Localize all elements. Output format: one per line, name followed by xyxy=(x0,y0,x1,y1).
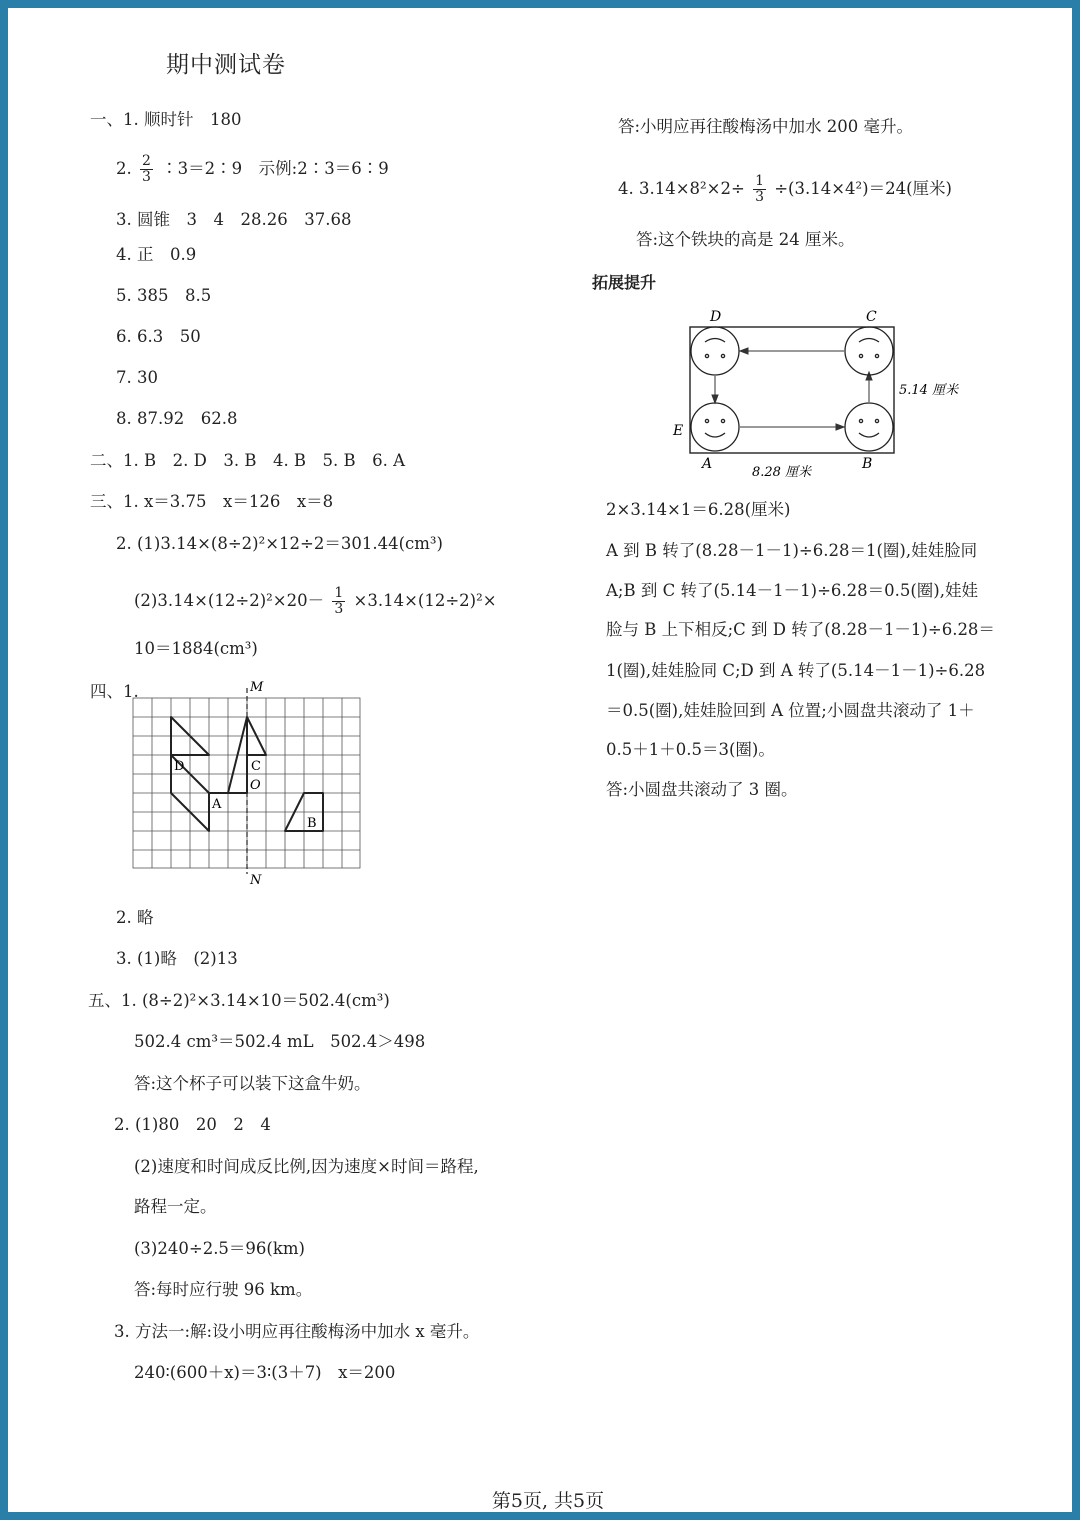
sec5-q2a: 2. (1)80 20 2 4 xyxy=(114,1115,271,1134)
right-r9: ＝0.5(圈),娃娃脸回到 A 位置;小圆盘共滚动了 1＋ xyxy=(606,701,975,720)
sec4-q3: 3. (1)略 (2)13 xyxy=(116,949,238,968)
rolling-disc-diagram xyxy=(668,304,978,484)
sec3-q2b-frac-denominator: 3 xyxy=(334,601,344,617)
sec1-q3: 3. 圆锥 3 4 28.26 37.68 xyxy=(116,210,352,229)
sec1-q2-frac-denominator: 3 xyxy=(142,169,151,185)
right-r1: 答:小明应再往酸梅汤中加水 200 毫升。 xyxy=(618,117,914,136)
right-r6: A;B 到 C 转了(5.14－1－1)÷6.28＝0.5(圈),娃娃 xyxy=(606,581,978,600)
right-r8: 1(圈),娃娃脸同 C;D 到 A 转了(5.14－1－1)÷6.28 xyxy=(606,661,986,680)
page-footer: 第5页, 共5页 xyxy=(491,1490,605,1512)
sec3-q2b xyxy=(134,586,497,617)
label-b: B xyxy=(307,816,317,831)
sec3-q2b-frac-numerator: 1 xyxy=(334,585,344,601)
sec2-answers: 二、1. B 2. D 3. B 4. B 5. B 6. A xyxy=(90,451,406,470)
disc-b xyxy=(845,403,893,451)
diagram-label-c: C xyxy=(866,309,877,325)
sec5-q2b: (2)速度和时间成反比例,因为速度×时间＝路程, xyxy=(134,1157,479,1176)
sec5-q1a: 五、1. (8÷2)²×3.14×10＝502.4(cm³) xyxy=(88,991,390,1010)
sec1-q4: 4. 正 0.9 xyxy=(116,245,197,264)
sec3-q2a: 2. (1)3.14×(8÷2)²×12÷2＝301.44(cm³) xyxy=(116,534,443,553)
right-r3: 答:这个铁块的高是 24 厘米。 xyxy=(636,230,855,249)
page-title: 期中测试卷 xyxy=(166,52,286,78)
label-d: D xyxy=(174,759,185,774)
sec5-q2d: (3)240÷2.5＝96(km) xyxy=(134,1239,305,1258)
right-r4: 2×3.14×1＝6.28(厘米) xyxy=(606,500,791,519)
label-n: N xyxy=(250,873,262,888)
diagram-label-e: E xyxy=(673,423,684,439)
right-r2-frac-denominator: 3 xyxy=(755,189,764,205)
right-r11: 答:小圆盘共滚动了 3 圈。 xyxy=(606,780,798,799)
disc-path-arrows xyxy=(712,348,872,430)
right-r2-fraction xyxy=(753,174,766,205)
sec1-q2 xyxy=(116,154,389,185)
diagram-label-d: D xyxy=(710,309,722,325)
extension-heading: 拓展提升 xyxy=(592,273,657,292)
sec1-q2-frac-numerator: 2 xyxy=(142,153,151,169)
sec4-q2: 2. 略 xyxy=(116,908,154,927)
sec3-q2b-fraction xyxy=(332,586,345,617)
sec3-q2c: 10＝1884(cm³) xyxy=(134,639,258,658)
sec5-q2e: 答:每时应行驶 96 km。 xyxy=(134,1280,313,1299)
sec4-label: 四、1. xyxy=(90,682,139,701)
sec5-q1c: 答:这个杯子可以装下这盒牛奶。 xyxy=(134,1074,371,1093)
disc-d xyxy=(691,327,739,375)
sec5-q1b: 502.4 cm³＝502.4 mL 502.4＞498 xyxy=(134,1032,426,1051)
right-r5: A 到 B 转了(8.28－1－1)÷6.28＝1(圈),娃娃脸同 xyxy=(606,541,978,560)
sec1-q2-pre: 2. xyxy=(116,159,132,178)
right-r2-frac-numerator: 1 xyxy=(755,173,764,189)
right-r2-pre: 4. 3.14×8²×2÷ xyxy=(618,179,745,198)
sec5-q3a: 3. 方法一:解:设小明应再往酸梅汤中加水 x 毫升。 xyxy=(114,1322,480,1341)
sec1-q7: 7. 30 xyxy=(116,368,158,387)
diagram-width-label: 8.28 厘米 xyxy=(752,465,812,480)
right-r2 xyxy=(618,174,952,205)
outer-rectangle xyxy=(690,327,894,453)
sec1-q5: 5. 385 8.5 xyxy=(116,286,212,305)
sec3-q2b-pre: (2)3.14×(12÷2)²×20－ xyxy=(134,591,325,610)
label-m: M xyxy=(250,680,264,695)
disc-c xyxy=(845,327,893,375)
sec1-q6: 6. 6.3 50 xyxy=(116,327,201,346)
diagram-label-b: B xyxy=(862,456,873,472)
right-r2-post: ÷(3.14×4²)＝24(厘米) xyxy=(774,179,952,198)
sec3-q2b-post: ×3.14×(12÷2)²× xyxy=(353,591,497,610)
sec1-q2-fraction xyxy=(140,154,153,185)
label-a: A xyxy=(212,797,222,812)
diagram-label-a: A xyxy=(702,456,713,472)
sec5-q2c: 路程一定。 xyxy=(134,1197,217,1216)
right-r10: 0.5＋1＋0.5＝3(圈)。 xyxy=(606,740,775,759)
symmetry-grid-figure xyxy=(126,674,370,890)
sec1-q1: 一、1. 顺时针 180 xyxy=(90,110,242,129)
diagram-height-label: 5.14 厘米 xyxy=(899,383,959,398)
sec5-q3b: 240∶(600＋x)＝3∶(3＋7) x＝200 xyxy=(134,1363,396,1382)
label-o: O xyxy=(250,778,261,793)
sec1-q8: 8. 87.92 62.8 xyxy=(116,409,238,428)
label-c: C xyxy=(251,759,261,774)
sec1-q2-post: ∶3＝2∶9 示例:2∶3＝6∶9 xyxy=(161,159,389,178)
sec3-q1: 三、1. x＝3.75 x＝126 x＝8 xyxy=(90,492,334,511)
disc-e-a xyxy=(691,403,739,451)
right-r7: 脸与 B 上下相反;C 到 D 转了(8.28－1－1)÷6.28＝ xyxy=(606,620,995,639)
